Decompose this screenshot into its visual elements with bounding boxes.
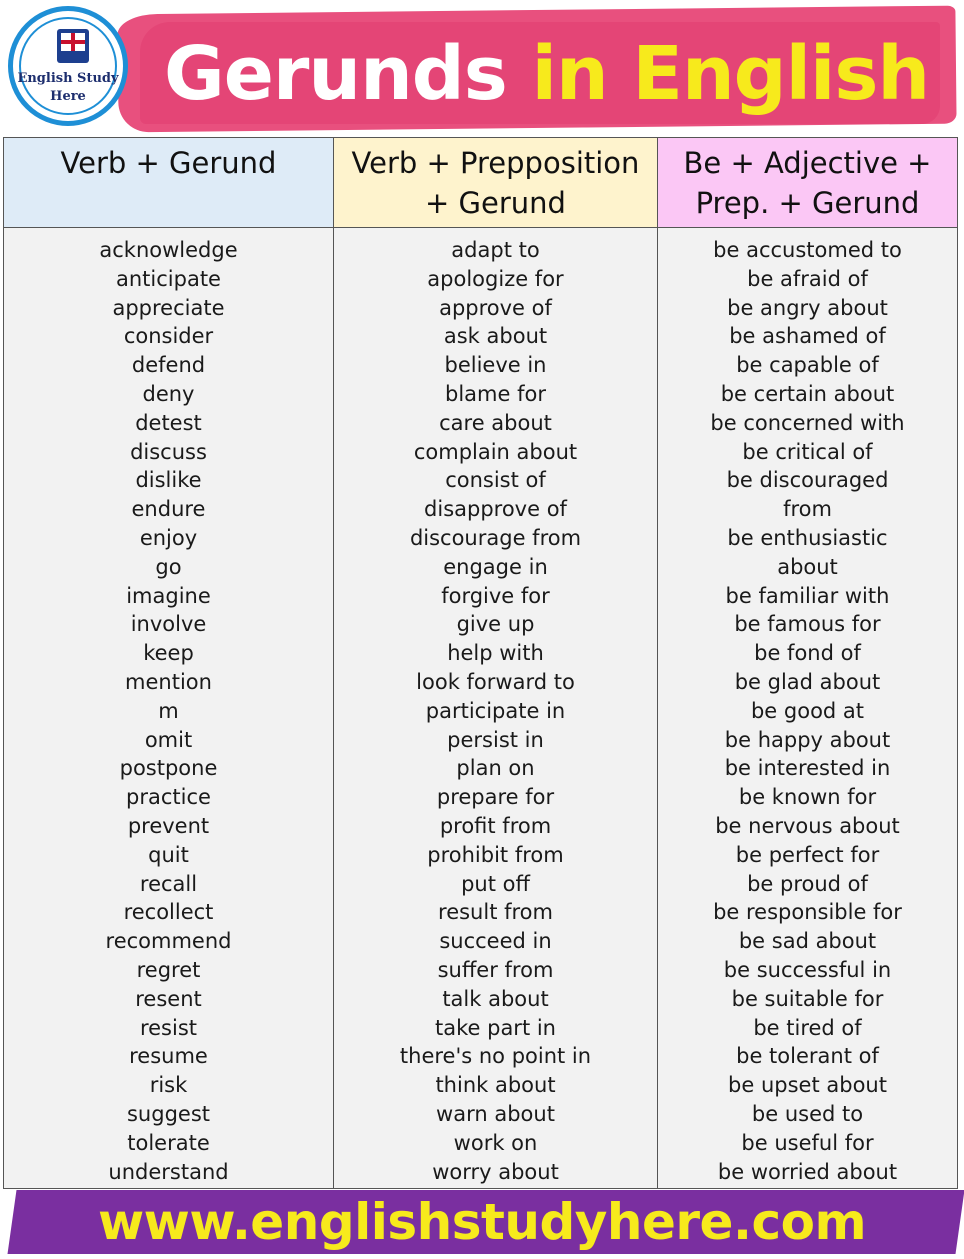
list-item: about (777, 554, 838, 579)
list-item: postpone (119, 756, 218, 781)
list-item: consider (123, 324, 214, 349)
list-item: be certain about (720, 381, 895, 406)
list-item: be discouraged (726, 468, 889, 493)
list-item: talk about (442, 986, 549, 1011)
list-item: practice (126, 785, 211, 810)
list-item: risk (149, 1073, 188, 1098)
list-item: plan on (456, 756, 535, 781)
list-item: approve of (439, 295, 552, 320)
column-header-line: Verb + Gerund (60, 146, 277, 180)
list-item: recommend (105, 929, 232, 954)
column-header-verb-gerund (4, 138, 334, 228)
list-item: be upset about (728, 1073, 887, 1098)
list-item: appreciate (112, 295, 225, 320)
list-item: understand (108, 1159, 229, 1184)
list-item: defend (131, 353, 206, 378)
list-item: m (158, 698, 179, 723)
list-item: discuss (130, 439, 207, 464)
list-item: be ashamed of (729, 324, 886, 349)
list-item: be sad about (738, 929, 877, 954)
list-item: quit (148, 842, 189, 867)
list-item: worry about (432, 1159, 559, 1184)
list-item: blame for (445, 381, 546, 406)
list-item: complain about (413, 439, 578, 464)
list-item: look forward to (416, 669, 575, 694)
list-item: disapprove of (424, 497, 567, 522)
list-item: detest (135, 410, 202, 435)
list-item: engage in (443, 554, 548, 579)
list-item: be interested in (724, 756, 891, 781)
column-header-line: + Gerund (425, 186, 566, 220)
list-item: be capable of (736, 353, 879, 378)
book-flag-icon (57, 29, 89, 63)
title-part-gerunds: Gerunds (164, 31, 507, 117)
footer-url: www.englishstudyhere.com (97, 1193, 867, 1251)
list-item: forgive for (441, 583, 550, 608)
list-item: enjoy (139, 525, 198, 550)
list-item: involve (130, 612, 207, 637)
list-item: be used to (751, 1101, 864, 1126)
list-item: suffer from (437, 957, 554, 982)
list-item: there's no point in (399, 1044, 592, 1069)
list-item: omit (144, 727, 193, 752)
list-item: think about (435, 1073, 556, 1098)
list-item: be suitable for (731, 986, 884, 1011)
list-item: be tolerant of (736, 1044, 879, 1069)
list-item: be responsible for (713, 900, 902, 925)
list-item: apologize for (427, 266, 564, 291)
list-item: be critical of (742, 439, 873, 464)
list-item: be concerned with (710, 410, 905, 435)
list-item: be useful for (741, 1130, 874, 1155)
list-item: recollect (123, 900, 214, 925)
list-item: be famous for (734, 612, 881, 637)
list-item: consist of (445, 468, 546, 493)
list-item: warn about (436, 1101, 555, 1126)
list-item: participate in (425, 698, 566, 723)
list-item: profit from (439, 813, 552, 838)
title-part-in-english: in English (531, 31, 930, 117)
list-item: resume (129, 1044, 208, 1069)
list-item: be happy about (724, 727, 891, 752)
column-header-line: Be + Adjective + (683, 146, 932, 180)
list-item: deny (142, 381, 195, 406)
list-item: keep (143, 641, 194, 666)
list-item: result from (438, 900, 553, 925)
list-item: believe in (444, 353, 547, 378)
column-be-adjective-prep-gerund (658, 228, 957, 1188)
site-logo (8, 6, 128, 126)
list-item: be good at (750, 698, 865, 723)
list-item: adapt to (451, 238, 540, 262)
list-item: be familiar with (725, 583, 890, 608)
list-item: resist (139, 1015, 198, 1040)
list-item: resent (135, 986, 202, 1011)
list-item: go (155, 554, 182, 579)
page-header (0, 0, 964, 136)
list-item: anticipate (116, 266, 221, 291)
list-item: be afraid of (747, 266, 868, 291)
list-item: take part in (435, 1015, 556, 1040)
column-verb-gerund (4, 228, 334, 1188)
list-item: ask about (443, 324, 548, 349)
list-item: from (783, 497, 832, 522)
list-item: be nervous about (715, 813, 900, 838)
list-item: persist in (447, 727, 544, 752)
list-item: be tired of (753, 1015, 862, 1040)
list-item: be glad about (734, 669, 881, 694)
list-item: imagine (126, 583, 211, 608)
list-item: be enthusiastic (727, 525, 888, 550)
logo-text-line1: English Study (17, 71, 119, 86)
list-item: give up (456, 612, 535, 637)
list-item: be worried about (717, 1159, 898, 1184)
list-item: help with (447, 641, 544, 666)
list-item: be perfect for (735, 842, 880, 867)
list-item: prevent (127, 813, 210, 838)
list-item: work on (453, 1130, 538, 1155)
page-title (164, 24, 929, 124)
list-item: be fond of (754, 641, 861, 666)
list-item: be successful in (723, 957, 892, 982)
list-item: put off (461, 871, 530, 896)
list-item: recall (139, 871, 198, 896)
list-item: be angry about (727, 295, 888, 320)
list-item: regret (136, 957, 201, 982)
list-item: endure (131, 497, 206, 522)
gerund-table (3, 137, 958, 1189)
logo-text-line2: Here (50, 89, 86, 104)
list-item: care about (439, 410, 552, 435)
column-header-be-adjective-prep-gerund (658, 138, 957, 228)
list-item: be accustomed to (713, 238, 902, 262)
column-header-line: Prep. + Gerund (695, 186, 920, 220)
list-item: mention (125, 669, 212, 694)
list-item: suggest (126, 1101, 210, 1126)
list-item: acknowledge (99, 238, 238, 262)
list-item: be proud of (747, 871, 868, 896)
list-item: be known for (738, 785, 877, 810)
list-item: prepare for (436, 785, 555, 810)
list-item: tolerate (127, 1130, 210, 1155)
column-header-line: Verb + Prepposition (351, 146, 640, 180)
list-item: succeed in (439, 929, 552, 954)
column-header-verb-preposition-gerund (334, 138, 658, 228)
list-item: prohibit from (427, 842, 564, 867)
list-item: discourage from (409, 525, 582, 550)
column-verb-preposition-gerund (334, 228, 658, 1188)
list-item: dislike (135, 468, 202, 493)
